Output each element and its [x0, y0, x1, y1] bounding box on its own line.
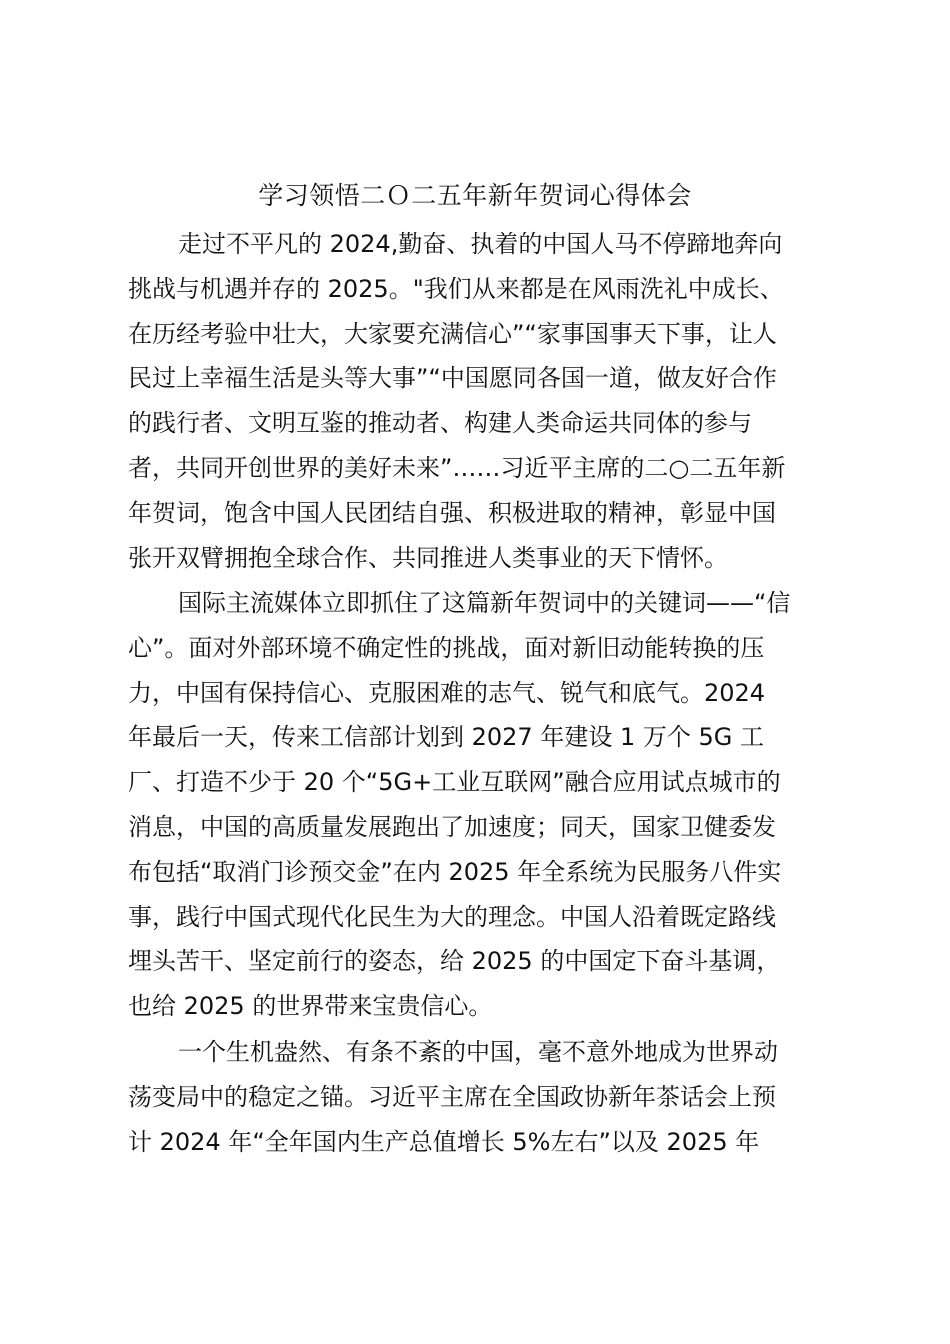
paragraph-line: 也给 2025 的世界带来宝贵信心。	[128, 992, 493, 1021]
paragraph-line: 力，中国有保持信心、克服困难的志气、锐气和底气。2024	[128, 678, 766, 707]
paragraph-line: 事，践行中国式现代化民生为大的理念。中国人沿着既定路线	[128, 902, 776, 931]
paragraph-2	[128, 581, 848, 1029]
paragraph-line: 国际主流媒体立即抓住了这篇新年贺词中的关键词——“信	[178, 589, 791, 617]
paragraph-line: 的践行者、文明互鉴的推动者、构建人类命运共同体的参与	[128, 409, 752, 438]
paragraph-line: 计 2024 年“全年国内生产总值增长 5%左右”以及 2025 年	[128, 1127, 760, 1156]
paragraph-line: 张开双臂拥抱全球合作、共同推进人类事业的天下情怀。	[128, 543, 728, 572]
paragraph-line: 厂、打造不少于 20 个“5G+工业互联网”融合应用试点城市的	[128, 768, 781, 797]
paragraph-line: 心”。面对外部环境不确定性的挑战，面对新旧动能转换的压	[128, 633, 765, 662]
paragraph-line: 挑战与机遇并存的 2025。"我们从来都是在风雨洗礼中成长、	[128, 274, 784, 303]
document-title: 学习领悟二Ｏ二五年新年贺词心得体会	[258, 181, 692, 210]
paragraph-1	[128, 222, 848, 580]
paragraph-line: 在历经考验中壮大，大家要充满信心”“家事国事天下事，让人	[128, 319, 777, 348]
paragraph-line: 走过不平凡的 2024,勤奋、执着的中国人马不停蹄地奔向	[178, 230, 783, 258]
paragraph-line: 消息，中国的高质量发展跑出了加速度；同天，国家卫健委发	[128, 812, 776, 841]
paragraph-line: 年最后一天，传来工信部计划到 2027 年建设 1 万个 5G 工	[128, 723, 764, 752]
paragraph-line: 布包括“取消门诊预交金”在内 2025 年全系统为民服务八件实	[128, 857, 782, 886]
paragraph-line: 年贺词，饱含中国人民团结自强、积极进取的精神，彰显中国	[128, 498, 776, 527]
paragraph-line: 荡变局中的稳定之锚。习近平主席在全国政协新年茶话会上预	[128, 1082, 776, 1111]
paragraph-3	[128, 1030, 848, 1164]
paragraph-line: 民过上幸福生活是头等大事”“中国愿同各国一道，做友好合作	[128, 364, 777, 393]
paragraph-line: 者，共同开创世界的美好未来”……习近平主席的二○二五年新	[128, 453, 786, 482]
paragraph-line: 一个生机盎然、有条不紊的中国，毫不意外地成为世界动	[178, 1038, 778, 1066]
paragraph-line: 埋头苦干、坚定前行的姿态，给 2025 的中国定下奋斗基调，	[128, 947, 781, 976]
